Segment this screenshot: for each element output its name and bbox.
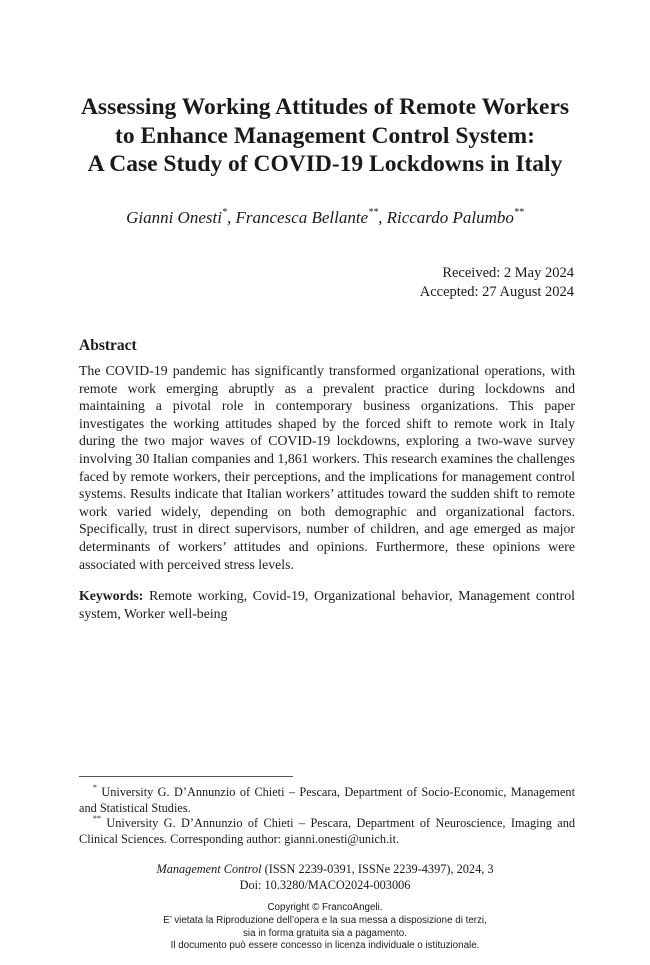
author-name: Riccardo Palumbo	[386, 208, 514, 227]
submission-dates	[420, 264, 574, 302]
abstract-text: The COVID-19 pandemic has significantly transformed organizational operations, with remote work emerging abruptly as a prevalent practice during lockdowns and maintaining a pivotal role in contemporary business organizations. This paper investigates the working attitudes shaped by the forced shift to remote work in Italy during the two major waves of COVID-19 lockdowns, exploring a two-wave survey involving 30 Italian companies and 1,861 workers. This research examines the challenges faced by remote workers, their perceptions, and the implications for management control systems. Results indicate that Italian workers’ attitudes toward the sudden shift to remote work varied widely, depending on both demographic and organizational factors. Specifically, trust in direct supervisors, number of children, and age emerged as major determinants of workers’ attitudes and opinions. Furthermore, these opinions were associated with perceived stress levels.	[79, 363, 575, 572]
copyright-line: Copyright © FrancoAngeli.	[267, 902, 383, 913]
journal-doi: Doi: 10.3280/MACO2024-003006	[239, 877, 411, 892]
author-name: Gianni Onesti	[126, 208, 222, 227]
abstract-heading: Abstract	[79, 337, 137, 354]
journal-info	[40, 862, 610, 893]
copyright-line: E’ vietata la Riproduzione dell’opera e la sua messa a disposizione di terzi,	[163, 914, 487, 926]
journal-name: Management Control	[156, 862, 262, 876]
author-name: Francesca Bellante	[235, 208, 369, 227]
title-line-1: Assessing Working Attitudes of Remote Workers	[80, 94, 570, 120]
keywords	[79, 587, 575, 622]
accepted-date: Accepted: 27 August 2024	[419, 284, 574, 300]
footnote	[79, 782, 576, 816]
author-separator: ,	[226, 208, 236, 227]
copyright-notice	[40, 902, 610, 953]
author-affiliation-mark: *	[221, 207, 227, 219]
title-line-3: A Case Study of COVID-19 Lockdowns in Italy	[87, 151, 563, 177]
journal-citation	[40, 862, 610, 878]
copyright-line: sia in forma gratuita sia a pagamento.	[243, 927, 407, 939]
footnote-divider	[79, 776, 293, 777]
author-affiliation-mark: **	[513, 207, 524, 219]
copyright-line: Il documento può essere concesso in licenza individuale o istituzionale.	[170, 940, 480, 952]
title-line-2: to Enhance Management Control System:	[115, 122, 535, 149]
author-affiliation-mark: **	[368, 207, 379, 219]
keywords-text: Remote working, Covid-19, Organizational behavior, Management control system, Worker well-being	[79, 588, 575, 621]
keywords-label: Keywords:	[79, 588, 144, 603]
author-separator: ,	[378, 208, 387, 227]
footnotes	[79, 782, 576, 847]
paper-title	[40, 93, 610, 179]
footnote-mark: *	[93, 782, 97, 792]
footnote	[79, 813, 575, 847]
author-list	[40, 207, 610, 229]
journal-details: (ISSN 2239-0391, ISSNe 2239-4397), 2024, 3	[264, 862, 494, 876]
footnote-text: University G. D’Annunzio of Chieti – Pescara, Department of Neuroscience, Imaging and Clinical Sciences. Corresponding author: gianni.onesti@unich.it.	[79, 816, 575, 846]
footnote-mark: **	[93, 813, 101, 823]
footnote-text: University G. D’Annunzio of Chieti – Pescara, Department of Socio-Economic, Management and Statistical Studies.	[79, 785, 576, 815]
received-date: Received: 2 May 2024	[442, 265, 574, 281]
